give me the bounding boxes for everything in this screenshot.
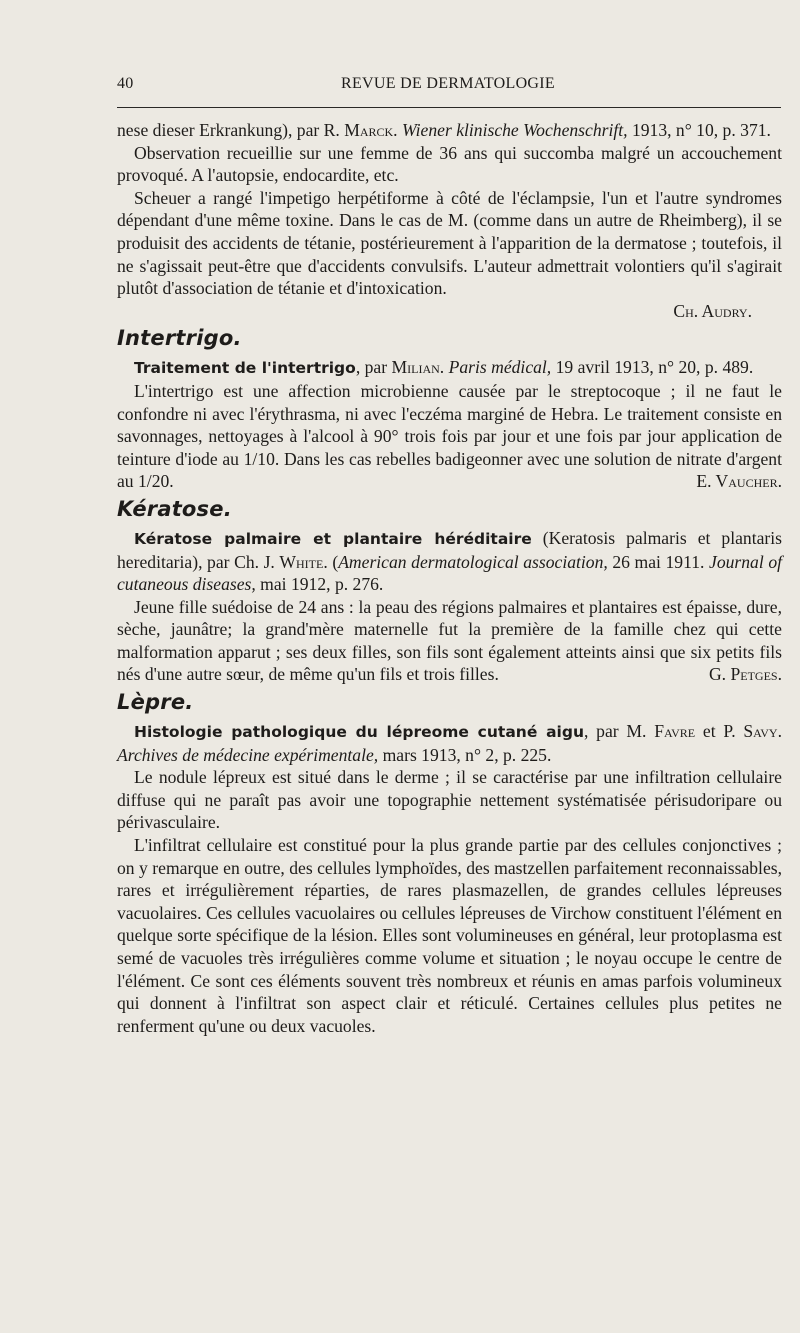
author-name: Savy [743,721,778,742]
section-heading-keratose: Kératose. [117,496,232,521]
page-body [117,119,782,1037]
author-name: Favre [654,721,696,742]
journal-name: Wiener klinische Wochenschrift, [401,120,628,140]
journal-name: American dermatological association, [338,551,608,572]
journal-name: Journal of cutaneous diseases, [117,551,783,595]
running-title: REVUE DE DERMATOLOGIE [341,75,555,92]
journal-name: Paris médical, [448,357,552,378]
article-body: L'intertrigo est une affection microbienne causée par le streptocoque ; il ne faut le confondre ni avec l'érythrasma, ni avec l'eczéma marginé de Hebra. Le traitement consiste en savonnages, nettoyages à l'alcool à 90° trois fois par jour et une fois par jour application de teinture d'iode au 1/10. Dans les cas rebelles badigeonner avec une solution de nitrate d'argent au 1/20. E. Vaucher. [117,380,782,492]
article-title: Kératose palmaire et plantaire héréditaire [134,529,532,548]
author-name: Milian [391,357,440,378]
reviewer-signature: G. Petges. [708,664,782,685]
article-title: Histologie pathologique du lépreome cutané aigu [134,723,584,742]
article-reference: Traitement de l'intertrigo, par Milian. Paris médical, 19 avril 1913, n° 20, p. 489. [134,357,754,378]
intro-reference: nese dieser Erkrankung), par R. Marck. Wiener klinische Wochenschrift, 1913, n° 10, p. 371. [117,120,771,140]
article-title: Traitement de l'intertrigo [134,359,356,378]
header-rule [117,107,781,108]
article-reference: Kératose palmaire et plantaire héréditaire (Keratosis palmaris et plantaris hereditaria), par Ch. J. White. (American dermatological association, 26 mai 1911. Journal of cutaneous diseases, mai 1912, p. 276. [117,527,783,595]
reviewer-signature: Ch. Audry. [673,300,752,321]
article-body: Le nodule lépreux est situé dans le derme ; il se caractérise par une infiltration cellulaire diffuse qui ne paraît pas avoir une topographie nettement systématisée périsudoripare ou périvasculaire. [117,767,782,833]
intro-paragraph: Scheuer a rangé l'impetigo herpétiforme à côté de l'éclampsie, l'un et l'autre syndromes dépendant d'une même toxine. Dans le cas de M. (comme dans un autre de Rheimberg), il se produisit des accidents de tétanie, postérieurement à l'apparition de la dermatose ; toutefois, il ne s'agissait peut-être que d'accidents convulsifs. L'auteur admettrait volontiers qu'il s'agirait plutôt d'association de tétanie et d'intoxication. [117,187,782,299]
running-header [117,75,779,97]
article-reference: Histologie pathologique du lépreome cutané aigu, par M. Favre et P. Savy. Archives de médecine expérimentale, mars 1913, n° 2, p. 225. [117,721,783,765]
journal-name: Archives de médecine expérimentale, [117,744,379,765]
author-name: Marck [344,120,394,140]
page-number: 40 [117,75,134,92]
intro-paragraph: Observation recueillie sur une femme de 36 ans qui succomba malgré un accouchement provoqué. A l'autopsie, endocardite, etc. [117,142,782,186]
section-heading-intertrigo: Intertrigo. [117,326,242,351]
section-heading-lepre: Lèpre. [117,690,194,715]
reviewer-signature: E. Vaucher. [696,471,782,492]
article-body: Jeune fille suédoise de 24 ans : la peau des régions palmaires et plantaires est épaisse, dure, sèche, jaunâtre; la grand'mère maternelle fut la première de la famille chez qui cette malformation apparut ; ses deux filles, son fils sont également atteints ainsi que six petits fils nés d'une autre sœur, de même qu'un fils et trois filles. G. Petges. [117,596,782,685]
article-body: L'infiltrat cellulaire est constitué pour la plus grande partie par des cellules conjonctives ; on y remarque en outre, des cellules lymphoïdes, des mastzellen parfaitement reconnaissables, rares et irrégulièrement réparties, de rares plasmazellen, de grandes cellules lépreuses vacuolaires. Ces cellules vacuolaires ou cellules lépreuses de Virchow constituent l'élément en quelque sorte spécifique de la lésion. Elles sont volumineuses en général, leur protoplasma est semé de vacuoles très irrégulières comme volume et situation ; le noyau occupe le centre de l'élément. Ce sont ces éléments souvent très nombreux et réunis en amas parfois volumineux qui donnent à l'infiltrat son aspect clair et réticulé. Certaines cellules plus petites ne renferment qu'une ou deux vacuoles. [117,835,782,1036]
author-name: White [279,551,324,572]
